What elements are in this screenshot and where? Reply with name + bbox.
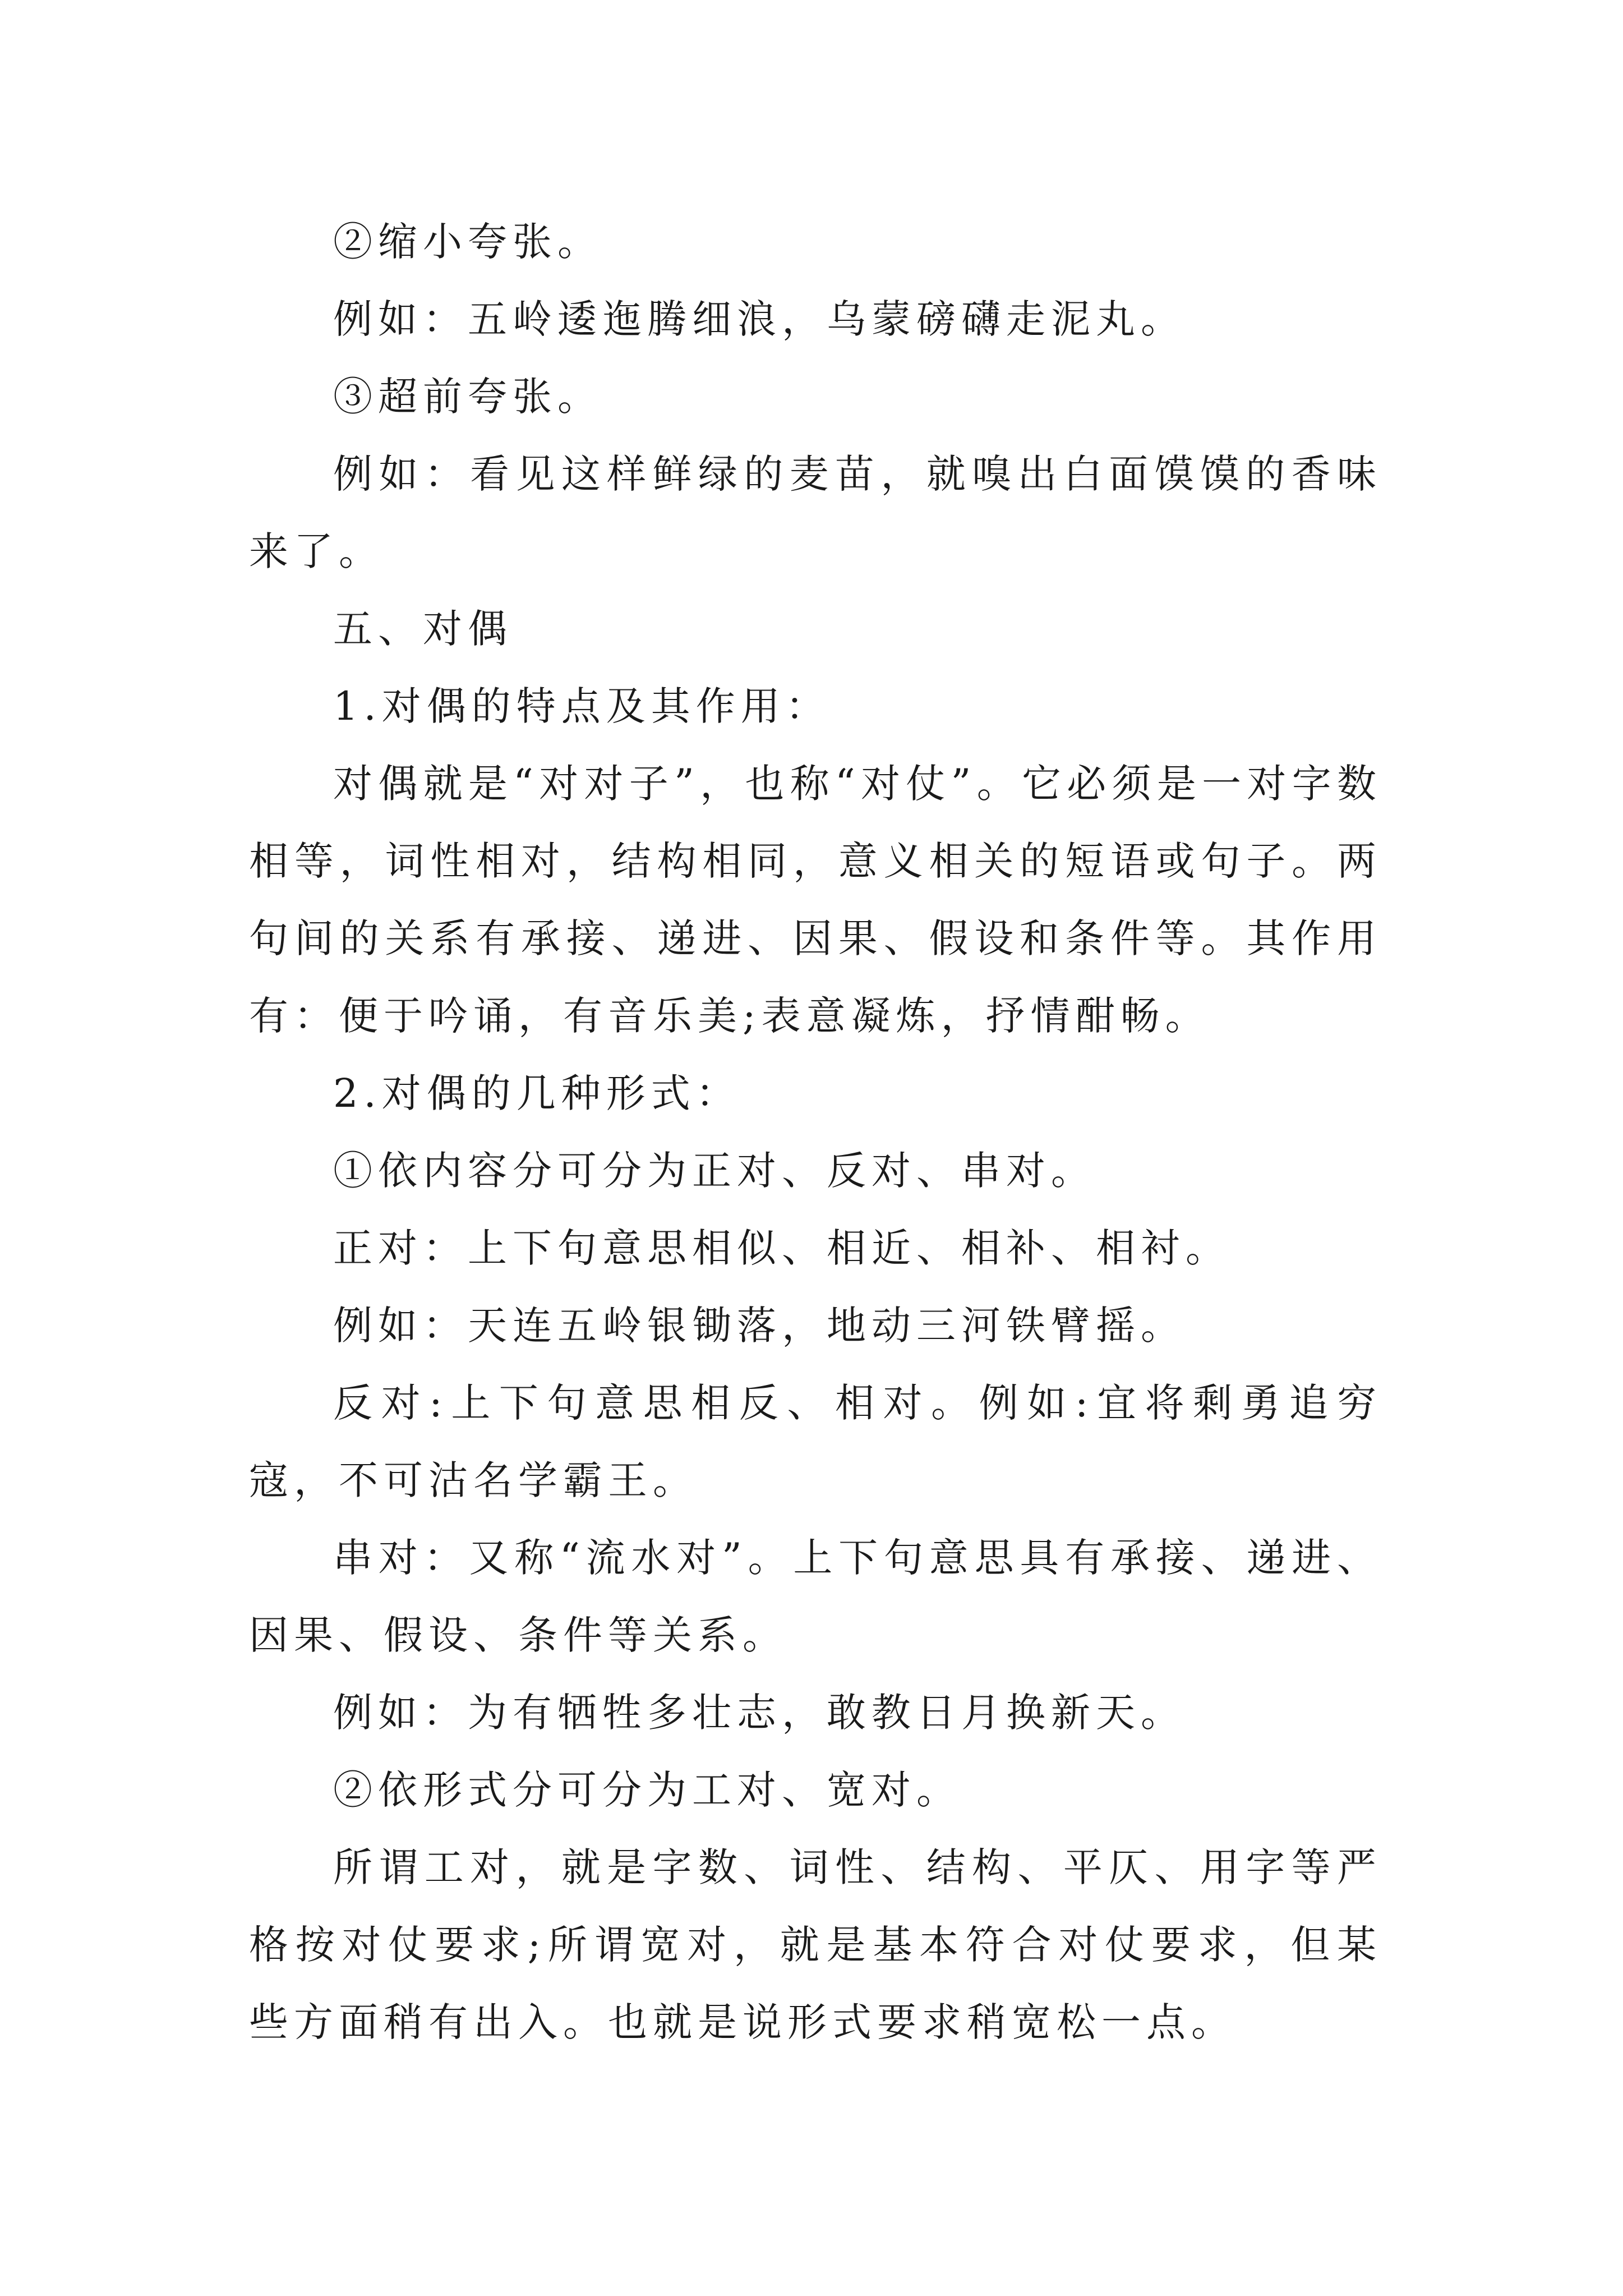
paragraph-advance-exaggeration-heading: ③超前夸张。 [333,374,602,420]
paragraph-zhengdui-example: 例如：天连五岭银锄落，地动三河铁臂摇。 [333,1303,1186,1349]
paragraph-content-classification: ①依内容分可分为正对、反对、串对。 [333,1148,1096,1194]
paragraph-shrink-exaggeration-example: 例如：五岭逶迤腾细浪，乌蒙磅礴走泥丸。 [333,296,1186,342]
subheading-features: 1.对偶的特点及其作用： [333,683,831,729]
section-heading-antithesis: 五、对偶 [333,606,513,652]
document-body [249,203,1382,2061]
paragraph-chuandui: 串对：又称“流水对”。上下句意思具有承接、递进、因果、假设、条件等关系。 [249,1535,1382,1658]
paragraph-advance-exaggeration-example: 例如：看见这样鲜绿的麦苗，就嗅出白面馍馍的香味来了。 [249,451,1382,574]
paragraph-fandui: 反对:上下句意思相反、相对。例如:宜将剩勇追穷寇，不可沽名学霸王。 [249,1380,1382,1503]
paragraph-shrink-exaggeration-heading: ②缩小夸张。 [333,219,602,265]
paragraph-zhengdui: 正对：上下句意思相似、相近、相补、相衬。 [333,1225,1230,1271]
subheading-forms: 2.对偶的几种形式： [333,1070,741,1116]
paragraph-chuandui-example: 例如：为有牺牲多壮志，敢教日月换新天。 [333,1690,1186,1736]
paragraph-gongdui-kuandui: 所谓工对，就是字数、词性、结构、平仄、用字等严格按对仗要求;所谓宽对，就是基本符合对仗要求，但某些方面稍有出入。也就是说形式要求稍宽松一点。 [249,1844,1382,2045]
paragraph-form-classification: ②依形式分可分为工对、宽对。 [333,1767,961,1813]
paragraph-features-body: 对偶就是“对对子”，也称“对仗”。它必须是一对字数相等，词性相对，结构相同，意义相关的短语或句子。两句间的关系有承接、递进、因果、假设和条件等。其作用有：便于吟诵，有音乐美;表意凝炼，抒情酣畅。 [249,761,1382,1039]
